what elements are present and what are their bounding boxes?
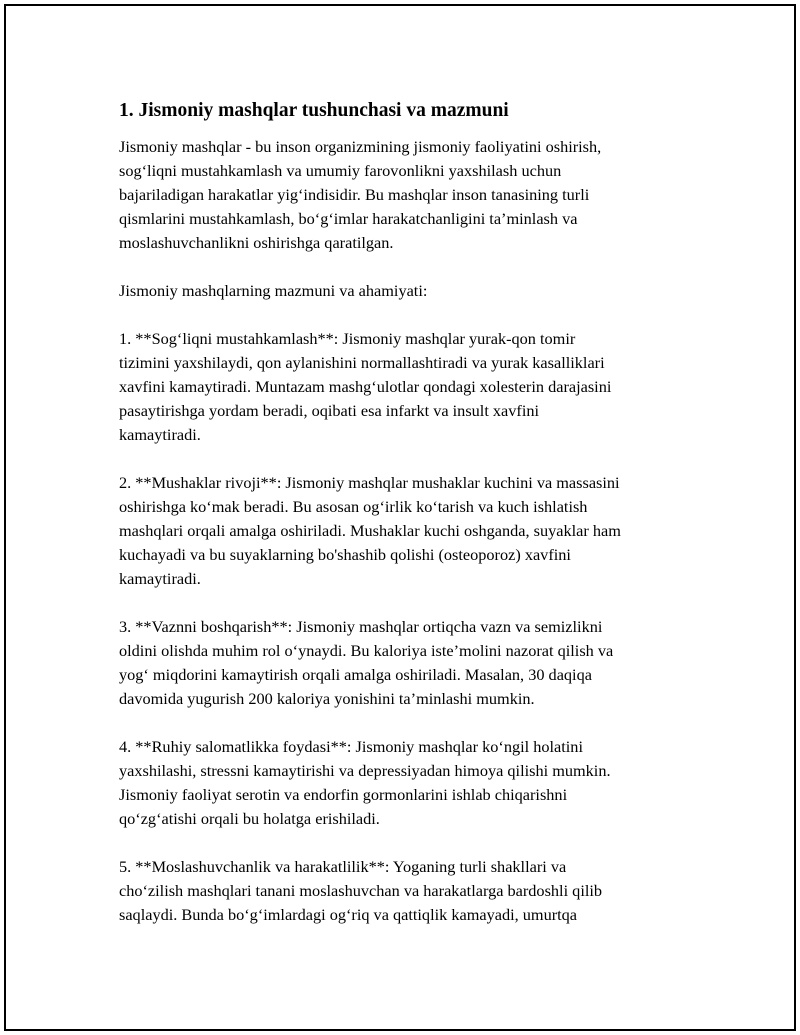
paragraph-line: cho‘zilish mashqlari tanani moslashuvchan va harakatlarga bardoshli qilib: [119, 881, 603, 900]
paragraph-line: Jismoniy mashqlarning mazmuni va ahamiyati:: [119, 281, 428, 300]
paragraph-line: qo‘zg‘atishi orqali bu holatga erishiladi.: [119, 809, 380, 828]
list-item-mental-health: [119, 735, 709, 831]
paragraph-line: 5. **Moslashuvchanlik va harakatlilik**: Yoganing turli shakllari va: [119, 857, 567, 876]
paragraph-line: 2. **Mushaklar rivoji**: Jismoniy mashqlar mushaklar kuchini va massasini: [119, 473, 620, 492]
section-heading: 1. Jismoniy mashqlar tushunchasi va mazmuni: [119, 100, 509, 121]
paragraph-line: 4. **Ruhiy salomatlikka foydasi**: Jismoniy mashqlar ko‘ngil holatini: [119, 737, 583, 756]
paragraph-line: kamaytiradi.: [119, 569, 201, 588]
paragraph-line: mashqlari orqali amalga oshiriladi. Mushaklar kuchi oshganda, suyaklar ham: [119, 521, 621, 540]
intro-paragraph: [119, 135, 709, 255]
paragraph-line: 1. **Sog‘liqni mustahkamlash**: Jismoniy mashqlar yurak-qon tomir: [119, 329, 576, 348]
paragraph-line: qismlarini mustahkamlash, bo‘g‘imlar harakatchanligini ta’minlash va: [119, 209, 578, 228]
paragraph-line: 3. **Vaznni boshqarish**: Jismoniy mashqlar ortiqcha vazn va semizlikni: [119, 617, 603, 636]
paragraph-line: kuchayadi va bu suyaklarning bo'shashib qolishi (osteoporoz) xavfini: [119, 545, 571, 564]
paragraph-line: moslashuvchanlikni oshirishga qaratilgan.: [119, 233, 394, 252]
list-item-health: [119, 327, 709, 447]
list-item-flexibility: [119, 855, 709, 927]
paragraph-line: sog‘liqni mustahkamlash va umumiy farovonlikni yaxshilash uchun: [119, 161, 562, 180]
list-item-weight: [119, 615, 709, 711]
paragraph-line: tizimini yaxshilaydi, qon aylanishini normallashtiradi va yurak kasalliklari: [119, 353, 605, 372]
subheading-paragraph: [119, 279, 709, 303]
paragraph-line: yaxshilashi, stressni kamaytirishi va depressiyadan himoya qilishi mumkin.: [119, 761, 611, 780]
paragraph-line: saqlaydi. Bunda bo‘g‘imlardagi og‘riq va qattiqlik kamayadi, umurtqa: [119, 905, 578, 924]
paragraph-line: Jismoniy faoliyat serotin va endorfin gormonlarini ishlab chiqarishni: [119, 785, 568, 804]
paragraph-line: oldini olishda muhim rol o‘ynaydi. Bu kaloriya iste’molini nazorat qilish va: [119, 641, 614, 660]
paragraph-line: xavfini kamaytiradi. Muntazam mashg‘ulotlar qondagi xolesterin darajasini: [119, 377, 612, 396]
paragraph-line: Jismoniy mashqlar - bu inson organizmining jismoniy faoliyatini oshirish,: [119, 137, 602, 156]
document-page: [4, 4, 796, 1031]
list-item-muscles: [119, 471, 709, 591]
paragraph-line: davomida yugurish 200 kaloriya yonishini ta’minlashi mumkin.: [119, 689, 535, 708]
document-content: [119, 99, 709, 951]
paragraph-line: bajariladigan harakatlar yig‘indisidir. Bu mashqlar inson tanasining turli: [119, 185, 590, 204]
paragraph-line: kamaytiradi.: [119, 425, 201, 444]
paragraph-line: oshirishga ko‘mak beradi. Bu asosan og‘irlik ko‘tarish va kuch ishlatish: [119, 497, 588, 516]
paragraph-line: yog‘ miqdorini kamaytirish orqali amalga oshiriladi. Masalan, 30 daqiqa: [119, 665, 592, 684]
paragraph-line: pasaytirishga yordam beradi, oqibati esa infarkt va insult xavfini: [119, 401, 540, 420]
